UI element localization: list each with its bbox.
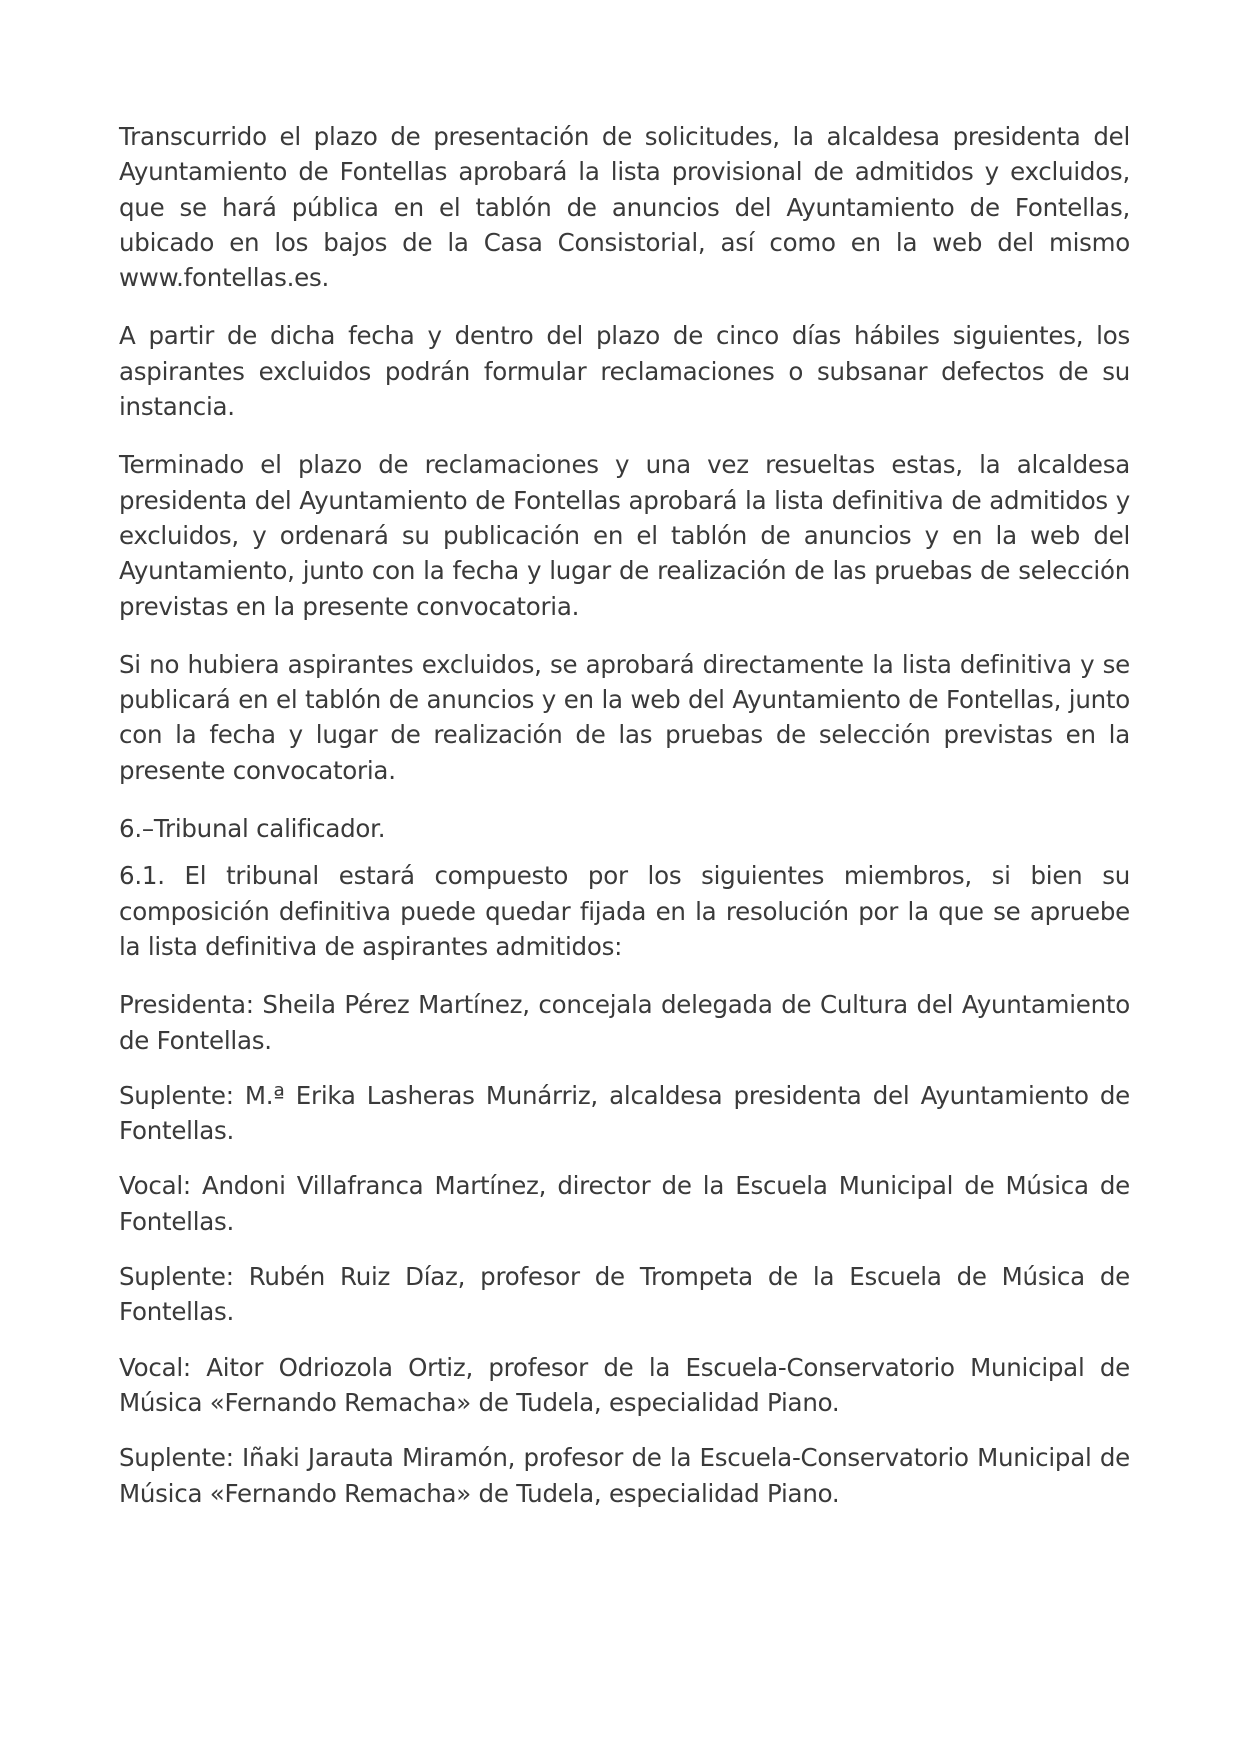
member-vocal-2: Vocal: Aitor Odriozola Ortiz, profesor de la Escuela-Conservatorio Municipal de Música «Fernando Remacha» de Tudela, especialidad Piano.: [119, 1352, 1130, 1417]
member-suplente-3: Suplente: Iñaki Jarauta Miramón, profesor de la Escuela-Conservatorio Municipal de Música «Fernando Remacha» de Tudela, especialidad Piano.: [119, 1443, 1130, 1508]
member-suplente-2: Suplente: Rubén Ruiz Díaz, profesor de Trompeta de la Escuela de Música de Fontellas.: [119, 1262, 1130, 1327]
paragraph-tribunal-composition: 6.1. El tribunal estará compuesto por los siguientes miembros, si bien su composición definitiva puede quedar fijada en la resolución por la que se apruebe la lista definitiva de aspirantes admitidos:: [119, 861, 1130, 961]
paragraph-provisional-list: Transcurrido el plazo de presentación de solicitudes, la alcaldesa presidenta del Ayuntamiento de Fontellas aprobará la lista provisional de admitidos y excluidos, que se hará pública en el tablón de anuncios del Ayuntamiento de Fontellas, ubicado en los bajos de la Casa Consistorial, así como en la web del mismo www.fontellas.es.: [119, 122, 1130, 293]
paragraph-definitive-list: Terminado el plazo de reclamaciones y una vez resueltas estas, la alcaldesa presidenta del Ayuntamiento de Fontellas aprobará la lista definitiva de admitidos y excluidos, y ordenará su publicación en el tablón de anuncios y en la web del Ayuntamiento, junto con la fecha y lugar de realización de las pruebas de selección previstas en la presente convocatoria.: [119, 450, 1130, 621]
member-presidenta: Presidenta: Sheila Pérez Martínez, concejala delegada de Cultura del Ayuntamiento de Fontellas.: [119, 990, 1130, 1055]
member-suplente-1: Suplente: M.ª Erika Lasheras Munárriz, alcaldesa presidenta del Ayuntamiento de Fontellas.: [119, 1080, 1130, 1146]
member-vocal-1: Vocal: Andoni Villafranca Martínez, director de la Escuela Municipal de Música de Fontellas.: [119, 1171, 1130, 1236]
section-heading-tribunal: 6.–Tribunal calificador.: [119, 814, 386, 844]
paragraph-claims-period: A partir de dicha fecha y dentro del plazo de cinco días hábiles siguientes, los aspirantes excluidos podrán formular reclamaciones o subsanar defectos de su instancia.: [119, 321, 1130, 422]
paragraph-no-excluded: Si no hubiera aspirantes excluidos, se aprobará directamente la lista definitiva y se publicará en el tablón de anuncios y en la web del Ayuntamiento de Fontellas, junto con la fecha y lugar de realización de las pruebas de selección previstas en la presente convocatoria.: [119, 649, 1130, 785]
document-page: [119, 119, 1130, 1511]
